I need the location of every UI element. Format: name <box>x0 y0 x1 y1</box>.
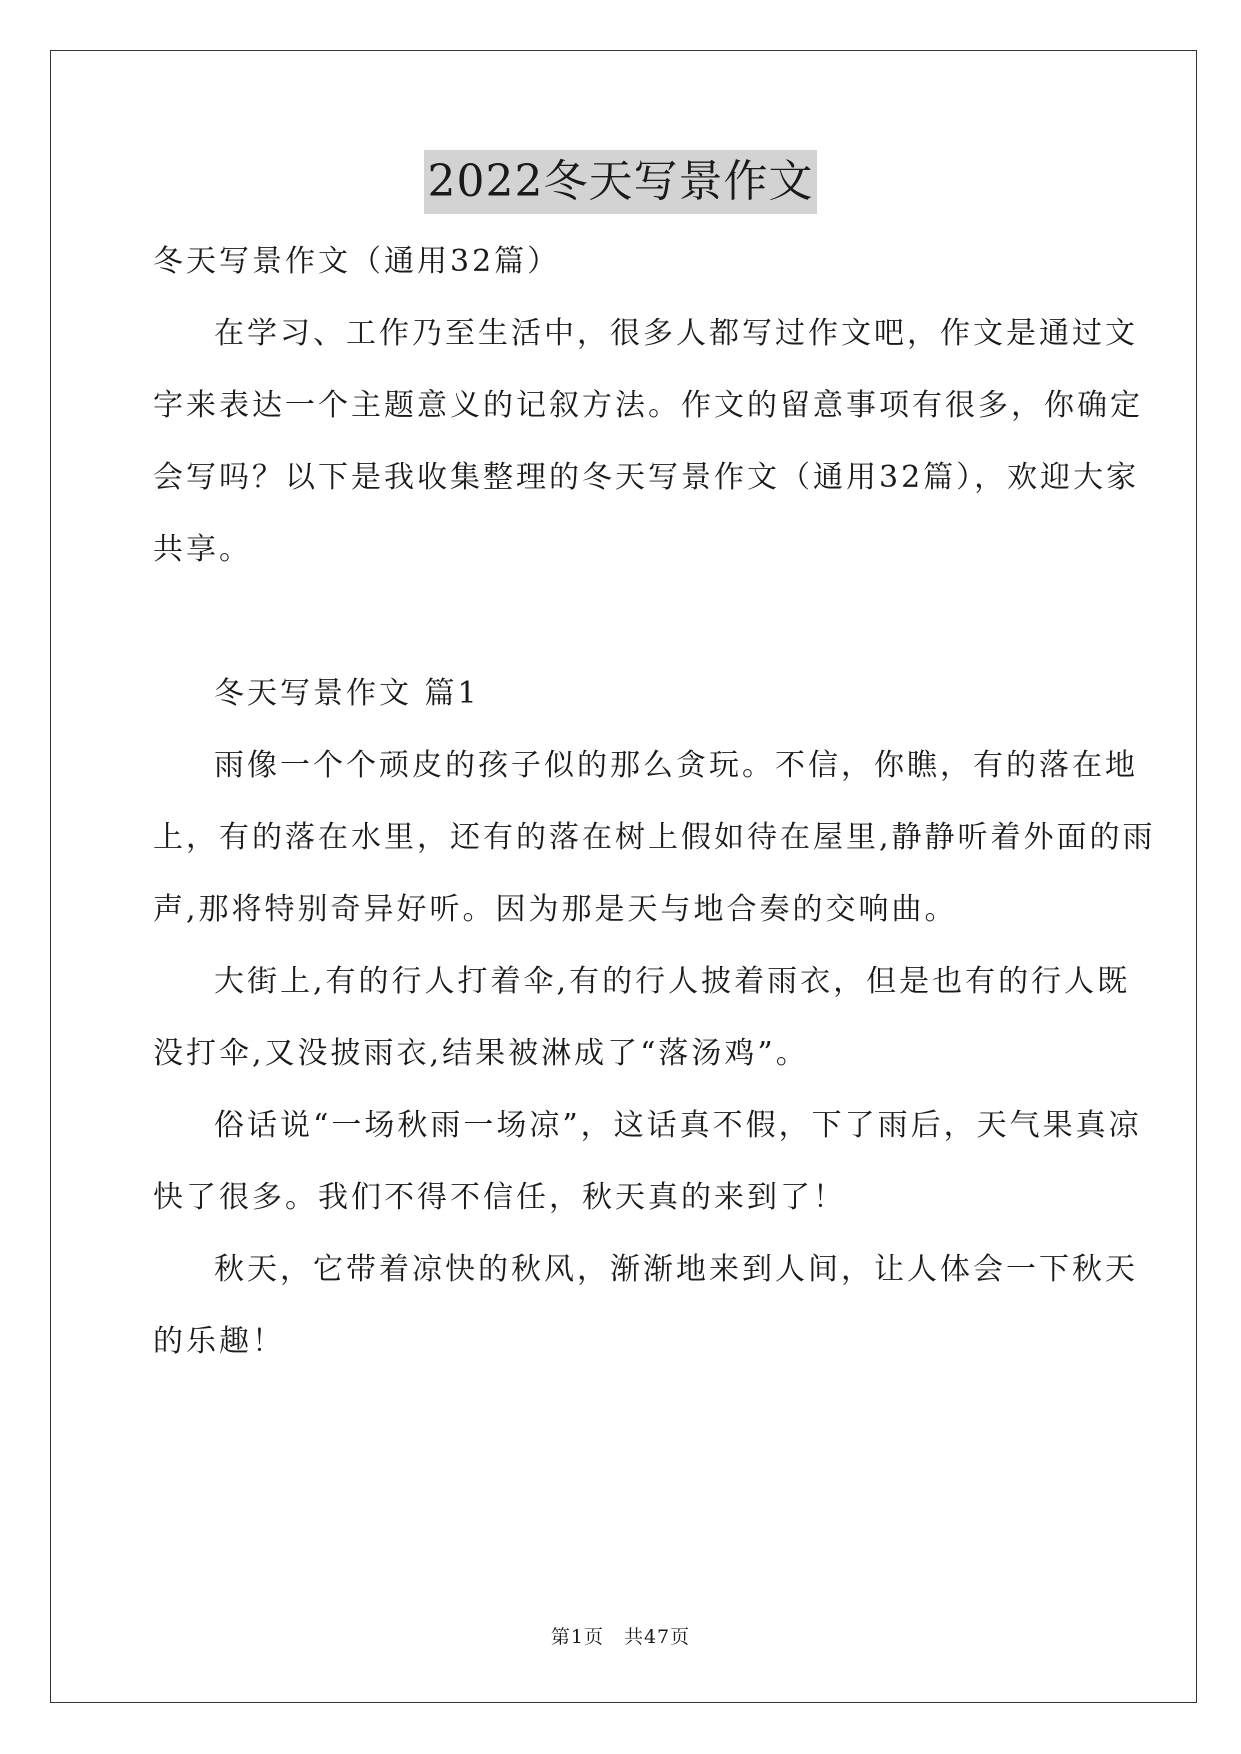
paragraph-3-line-1: 俗话说“一场秋雨一场凉”，这话真不假，下了雨后，天气果真凉 <box>214 1108 1142 1143</box>
document-subtitle: 冬天写景作文（通用32篇） <box>153 244 561 279</box>
paragraph-1-line-2: 上，有的落在水里，还有的落在树上假如待在屋里,静静听着外面的雨 <box>153 820 1156 855</box>
paragraph-4-line-1: 秋天，它带着凉快的秋风，渐渐地来到人间，让人体会一下秋天 <box>214 1252 1138 1287</box>
intro-line-1: 在学习、工作乃至生活中，很多人都写过作文吧，作文是通过文 <box>214 316 1138 351</box>
paragraph-1-line-3: 声,那将特别奇异好听。因为那是天与地合奏的交响曲。 <box>153 892 958 927</box>
title-container <box>0 150 1241 214</box>
intro-line-3: 会写吗？以下是我收集整理的冬天写景作文（通用32篇），欢迎大家 <box>153 460 1140 495</box>
section-heading: 冬天写景作文 篇1 <box>214 676 480 711</box>
intro-line-4: 共享。 <box>153 532 252 567</box>
document-title: 2022冬天写景作文 <box>424 150 818 214</box>
intro-line-2: 字来表达一个主题意义的记叙方法。作文的留意事项有很多，你确定 <box>153 388 1143 423</box>
paragraph-2-line-1: 大街上,有的行人打着伞,有的行人披着雨衣，但是也有的行人既 <box>214 964 1131 999</box>
page-border <box>50 50 1197 1703</box>
paragraph-1-line-1: 雨像一个个顽皮的孩子似的那么贪玩。不信，你瞧，有的落在地 <box>214 748 1138 783</box>
paragraph-4-line-2: 的乐趣！ <box>153 1324 285 1359</box>
paragraph-3-line-2: 快了很多。我们不得不信任，秋天真的来到了！ <box>153 1180 846 1215</box>
paragraph-2-line-2: 没打伞,又没披雨衣,结果被淋成了“落汤鸡”。 <box>153 1036 809 1071</box>
page-footer: 第1页 共47页 <box>550 1626 691 1648</box>
